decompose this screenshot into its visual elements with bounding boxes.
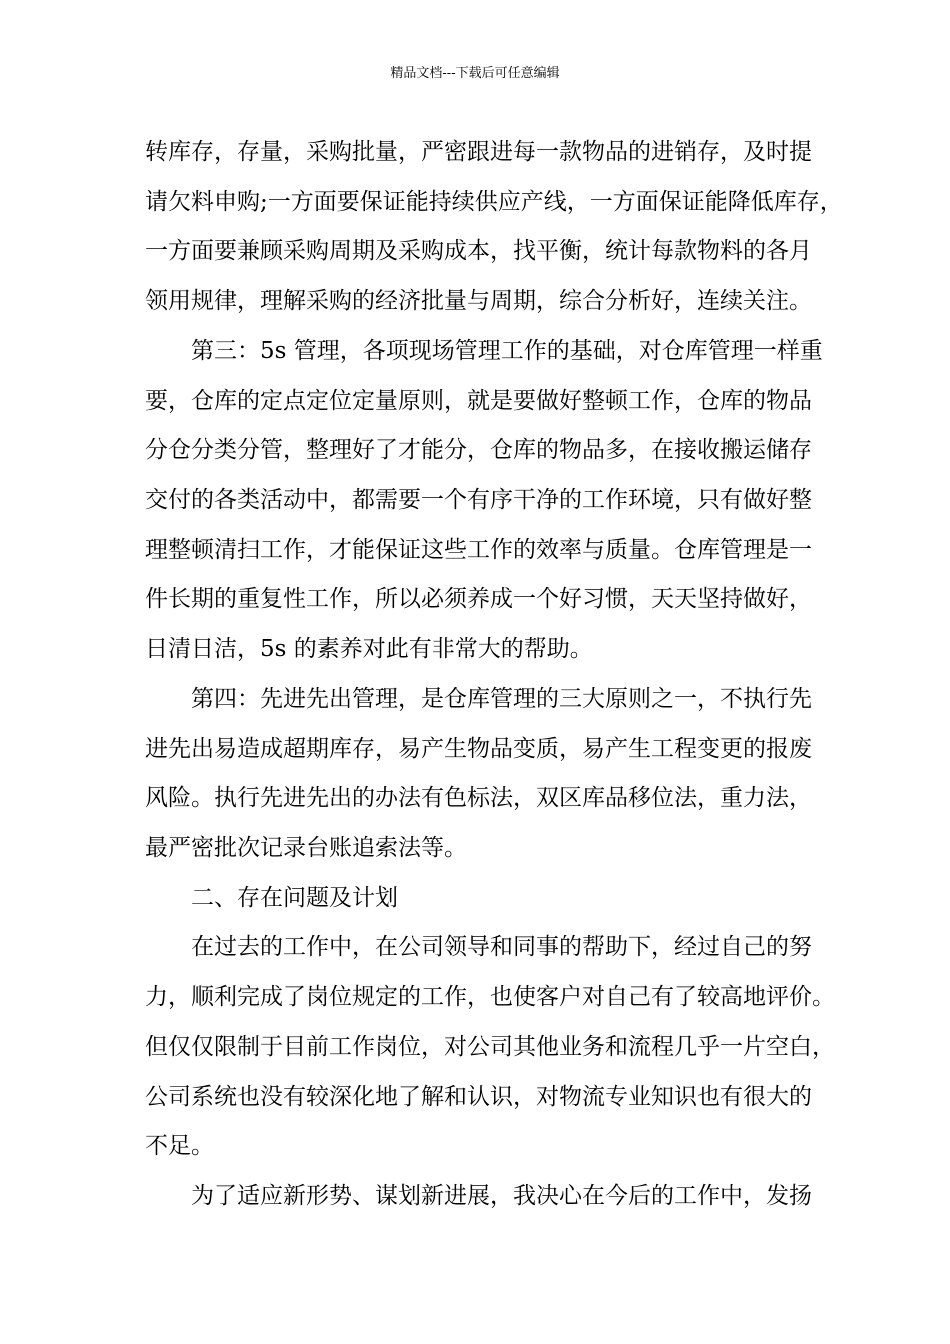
section-heading: 二、存在问题及计划 [191,885,398,911]
text-line: 请欠料申购;一方面要保证能持续供应产线，一方面保证能降低库存， [145,189,843,215]
text-line: 公司系统也没有较深化地了解和认识，对物流专业知识也有很大的 [145,1084,812,1110]
text-line: 第四：先进先出管理，是仓库管理的三大原则之一，不执行先 [191,686,812,712]
page-header: 精品文档---下载后可任意编辑 [390,66,560,81]
text-line: 第三：5s 管理，各项现场管理工作的基础，对仓库管理一样重 [191,338,823,364]
text-line: 理整顿清扫工作，才能保证这些工作的效率与质量。仓库管理是一 [145,537,812,563]
text-line: 最严密批次记录台账追索法等。 [145,835,467,861]
text-line: 为了适应新形势、谋划新进展，我决心在今后的工作中，发扬 [191,1183,812,1209]
text-line: 转库存，存量，采购批量，严密跟进每一款物品的进销存，及时提 [145,139,812,165]
text-line: 进先出易造成超期库存，易产生物品变质，易产生工程变更的报废 [145,736,812,762]
text-line: 一方面要兼顾采购周期及采购成本，找平衡，统计每款物料的各月 [145,238,812,264]
text-line: 力，顺利完成了岗位规定的工作，也使客户对自己有了较高地评价。 [145,984,835,1010]
text-line: 不足。 [145,1133,214,1159]
text-line: 但仅仅限制于目前工作岗位，对公司其他业务和流程几乎一片空白， [145,1034,835,1060]
text-line: 在过去的工作中，在公司领导和同事的帮助下，经过自己的努 [191,934,812,960]
text-line: 风险。执行先进先出的办法有色标法，双区库品移位法，重力法， [145,785,812,811]
text-line: 分仓分类分管，整理好了才能分，仓库的物品多，在接收搬运储存 [145,437,812,463]
text-line: 件长期的重复性工作，所以必须养成一个好习惯，天天坚持做好， [145,586,812,612]
text-line: 领用规律，理解采购的经济批量与周期，综合分析好，连续关注。 [145,288,812,314]
text-line: 要，仓库的定点定位定量原则，就是要做好整顿工作，仓库的物品 [145,388,812,414]
text-line: 交付的各类活动中，都需要一个有序干净的工作环境，只有做好整 [145,487,812,513]
text-line: 日清日洁，5s 的素养对此有非常大的帮助。 [145,636,593,662]
